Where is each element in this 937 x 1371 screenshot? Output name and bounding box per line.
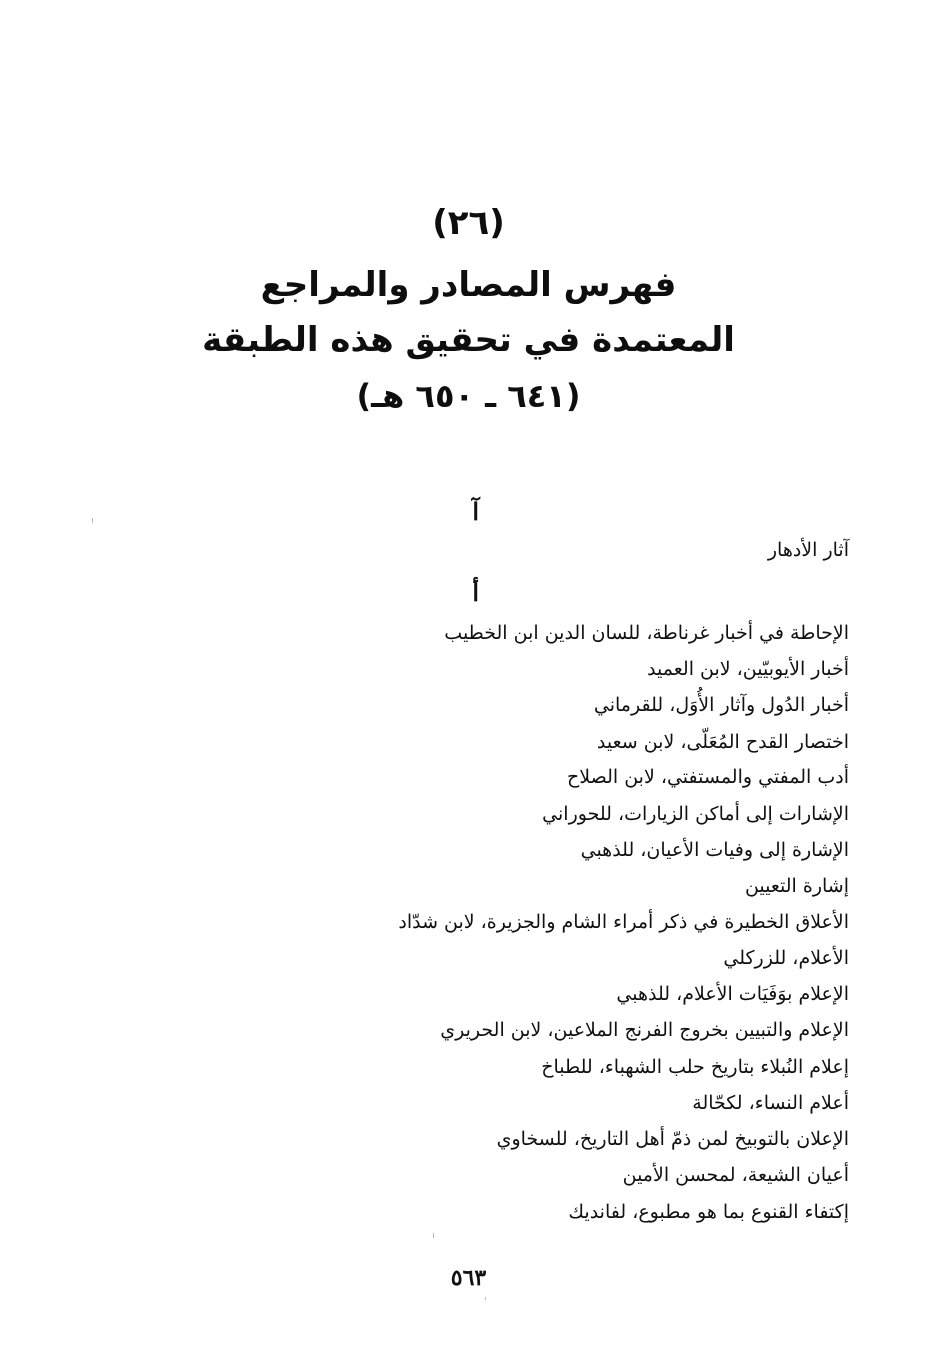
- chapter-title: فهرس المصادر والمراجع: [260, 265, 677, 305]
- bibliography-entry: أعيان الشيعة، لمحسن الأمين: [622, 1164, 849, 1186]
- scan-speck: [92, 518, 93, 523]
- bibliography-entry: الإحاطة في أخبار غرناطة، للسان الدين ابن الخطيب: [444, 622, 849, 644]
- bibliography-entry: الأعلام، للزركلي: [723, 947, 849, 969]
- bibliography-entry: أخبار الأيوبيّين، لابن العميد: [647, 658, 849, 680]
- chapter-number: (٢٦): [432, 203, 505, 243]
- bibliography-entry: إعلام النُبلاء بتاريخ حلب الشهباء، للطباخ: [541, 1056, 849, 1078]
- scan-speck: [433, 1233, 434, 1238]
- bibliography-entry: الإعلام بوَفَيَات الأعلام، للذهبي: [616, 983, 849, 1005]
- bibliography-entry: الإشارات إلى أماكن الزيارات، للحوراني: [542, 803, 849, 825]
- scan-speck: [485, 1297, 486, 1300]
- page-number: ٥٦٣: [450, 1265, 487, 1291]
- section-letter-alef-madda: آ: [472, 497, 479, 526]
- bibliography-entry: الأعلاق الخطيرة في ذكر أمراء الشام والجزيرة، لابن شدّاد: [398, 911, 849, 933]
- bibliography-entry: إشارة التعيين: [744, 875, 849, 897]
- bibliography-entry: أدب المفتي والمستفتي، لابن الصلاح: [567, 766, 849, 788]
- bibliography-entry: أعلام النساء، لكحّالة: [692, 1092, 849, 1114]
- bibliography-entry: الإعلان بالتوبيخ لمن ذمّ أهل التاريخ، للسخاوي: [496, 1128, 849, 1150]
- chapter-date-range: (٦٤١ ـ ٦٥٠ هـ): [356, 377, 581, 415]
- bibliography-entry: إكتفاء القنوع بما هو مطبوع، لفانديك: [568, 1201, 849, 1223]
- bibliography-entry: أخبار الدُول وآثار الأُوَل، للقرماني: [593, 694, 849, 716]
- bibliography-entry: آثار الأدهار: [767, 539, 849, 561]
- bibliography-entry: اختصار القدح المُعَلّى، لابن سعيد: [596, 731, 849, 753]
- section-letter-alef-hamza: أ: [472, 578, 479, 607]
- chapter-subtitle: المعتمدة في تحقيق هذه الطبقة: [202, 320, 735, 360]
- bibliography-entry: الإشارة إلى وفيات الأعيان، للذهبي: [580, 839, 849, 861]
- bibliography-entry: الإعلام والتبيين بخروج الفرنج الملاعين، لابن الحريري: [440, 1019, 849, 1041]
